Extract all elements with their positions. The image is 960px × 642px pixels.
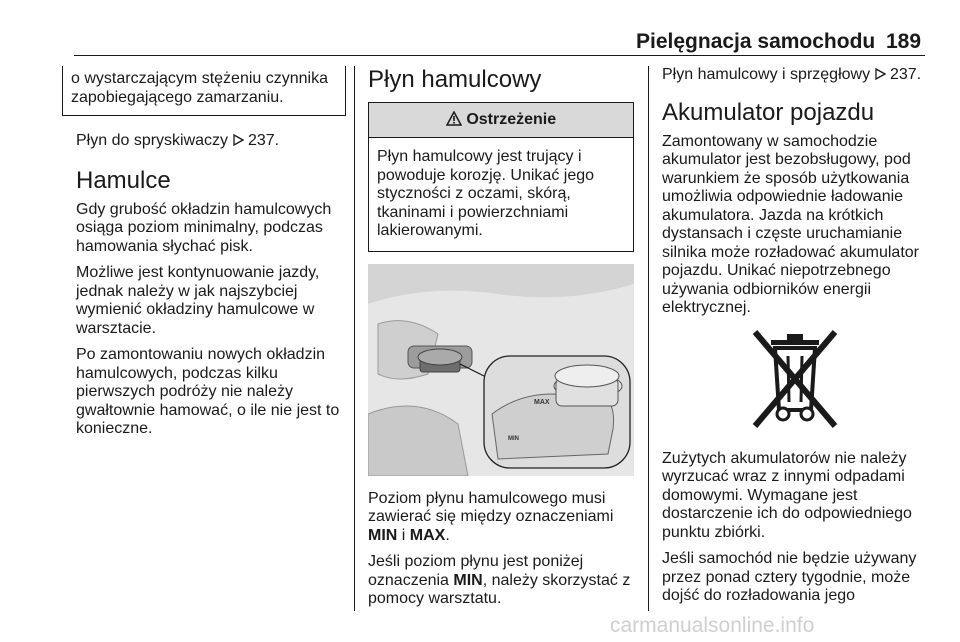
warning-box	[368, 102, 634, 252]
level-text: Poziom płynu hamulcowego musi zawierać się między oznaczeniami	[368, 489, 614, 525]
period: .	[445, 526, 450, 544]
brakes-paragraph-1: Gdy grubość okładzin hamulcowych osiąga poziom minimalny, podczas hamowania słychać pisk.	[76, 200, 332, 255]
brakes-heading: Hamulce	[76, 166, 171, 194]
triangle-ref-icon	[875, 66, 890, 83]
fluid-ref-paragraph	[662, 66, 928, 85]
workshop-text: , należy skorzystać z pomocy warsztatu.	[368, 571, 631, 607]
header-rule	[74, 55, 925, 56]
level-paragraph	[368, 490, 634, 546]
brakes-paragraph-2: Możliwe jest kontynuowanie jazdy, jednak należy w jak najszybciej wymienić okładziny hamulcowe w warsztacie.	[76, 264, 320, 337]
battery-paragraph-2: Zużytych akumulatorów nie należy wyrzucać wraz z innymi odpadami domowymi. Wymagane jest dostarczenie ich do odpowiedniego punktu zbiórki.	[662, 449, 912, 541]
crossed-bin-icon	[745, 326, 845, 436]
fluid-ref-text: Płyn hamulcowy i sprzęgłowy	[662, 66, 871, 83]
below-min-paragraph	[368, 553, 634, 609]
battery-paragraph-1: Zamontowany w samochodzie akumulator jest bezobsługowy, pod warunkiem że sposób użytkowania umożliwia odpowiednie ładowanie akumulatora. Jazda na krótkich dystansach i częste uruchamianie silnika może rozładować akumulator pojazdu. Unikać niepotrzebnego używania odbiorników energii elektrycznej.	[662, 132, 919, 316]
max-mark-label: MAX	[534, 398, 550, 406]
brake-fluid-heading: Płyn hamulcowy	[368, 66, 542, 93]
below-min-text: Jeśli poziom płynu jest poniżej oznaczenia	[368, 553, 584, 589]
page-number: 189	[886, 30, 922, 53]
min-mark-label: MIN	[508, 435, 519, 442]
column-2	[368, 66, 634, 617]
battery-paragraph-3: Jeśli samochód nie będzie używany przez ponad cztery tygodnie, może dojść do rozładowania jego	[662, 550, 917, 604]
min-label-2: MIN	[453, 571, 483, 589]
washer-ref-link[interactable]: 237.	[247, 132, 280, 149]
warning-title: Ostrzeżenie	[466, 111, 557, 128]
column-1	[71, 66, 344, 447]
continued-text: o wystarczającym stężeniu czynnika zapobiegającego zamarzaniu.	[71, 70, 328, 106]
column-3	[662, 66, 928, 614]
brake-fluid-reservoir-photo	[368, 264, 634, 476]
and-text: i	[397, 526, 410, 544]
column-divider	[648, 66, 649, 611]
warning-triangle-icon	[446, 111, 466, 128]
washer-paragraph	[76, 132, 344, 151]
triangle-ref-icon	[233, 132, 248, 149]
warning-text: Płyn hamulcowy jest trujący i powoduje korozję. Unikać jego styczności z oczami, skórą, tkaninami i powierzchniami lakierowanymi.	[377, 148, 595, 239]
page-header-title: Pielęgnacja samochodu	[636, 30, 876, 53]
battery-heading: Akumulator pojazdu	[662, 98, 875, 126]
max-label: MAX	[409, 526, 446, 544]
column-divider	[354, 66, 355, 611]
watermark: carmanualsonline.info	[610, 614, 815, 637]
warning-header	[369, 103, 633, 138]
min-label: MIN	[368, 526, 398, 544]
fluid-ref-link[interactable]: 237.	[889, 66, 922, 83]
brakes-paragraph-3: Po zamontowaniu nowych okładzin hamulcowych, podczas kilku pierwszych podróży nie należy gwałtownie hamować, o ile nie jest to konieczne.	[76, 346, 340, 437]
continued-box	[62, 66, 346, 116]
washer-text: Płyn do spryskiwaczy	[76, 132, 229, 149]
